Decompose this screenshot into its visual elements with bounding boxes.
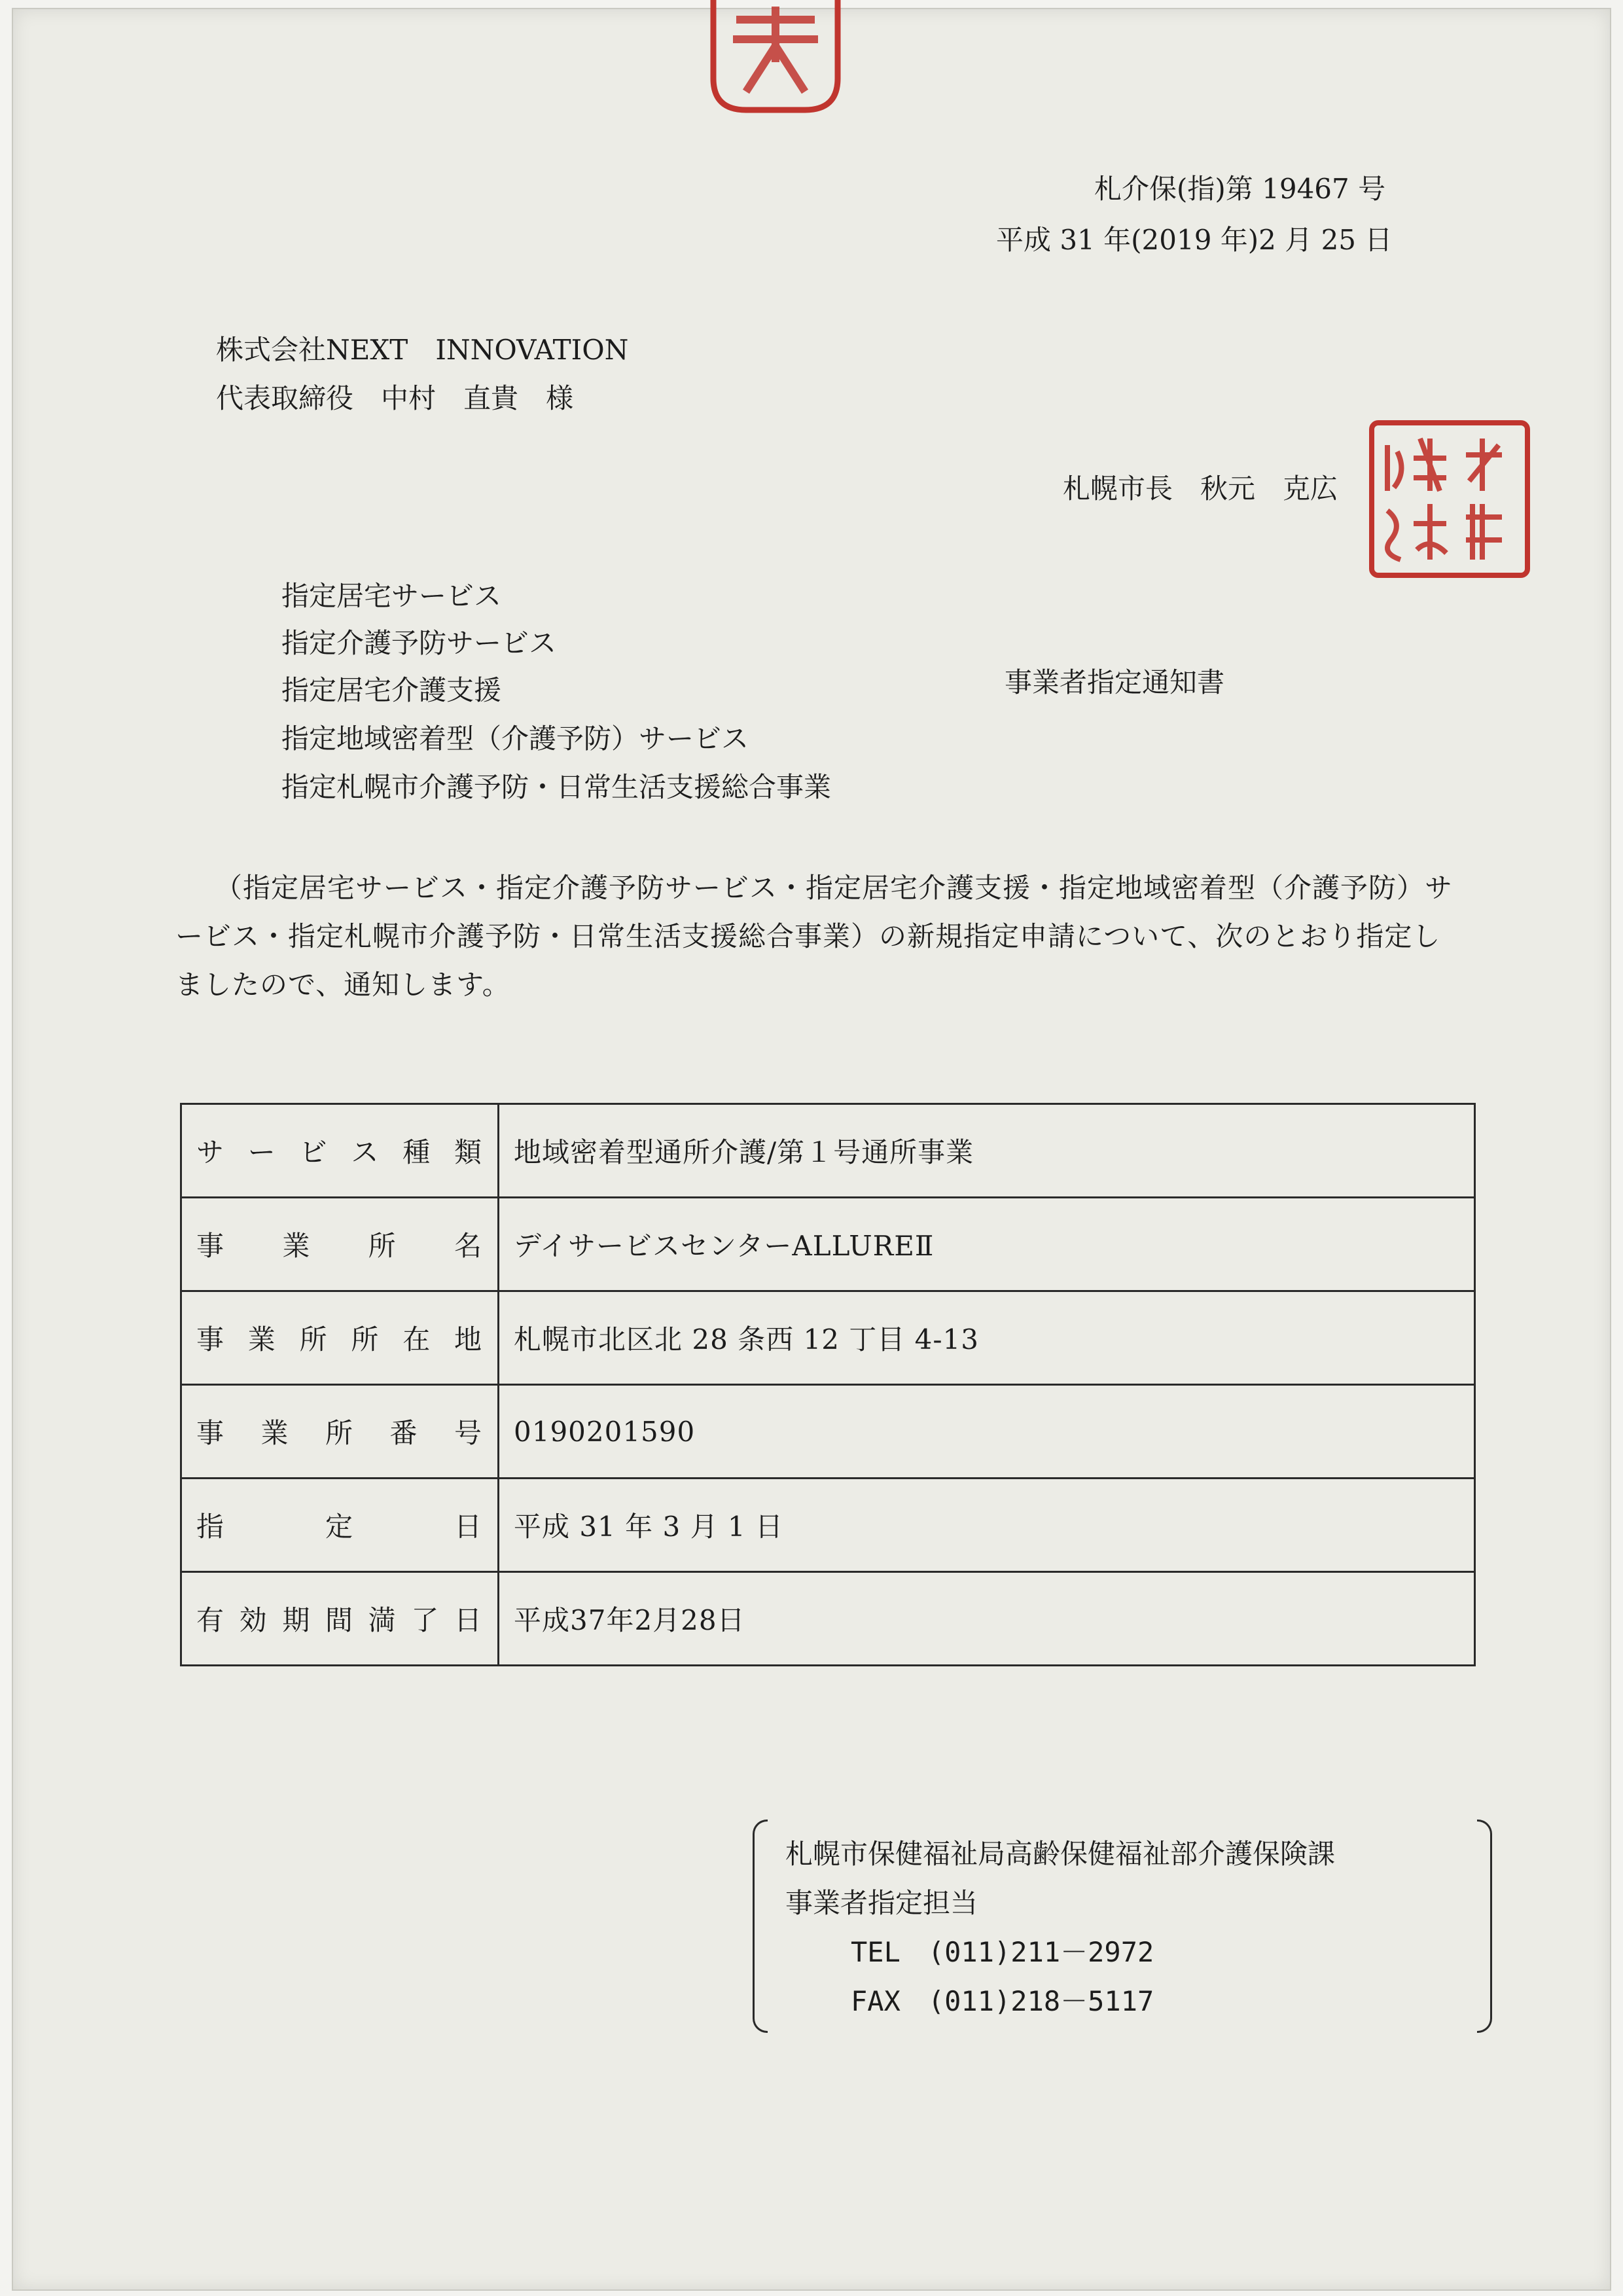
contact-department: 札幌市保健福祉局高齢保健福祉部介護保険課 <box>785 1838 1336 1870</box>
notice-title: 事業者指定通知書 <box>1005 666 1225 698</box>
service-item: 指定札幌市介護予防・日常生活支援総合事業 <box>281 771 832 803</box>
document-number: 札介保(指)第 19467 号 <box>1094 173 1386 205</box>
row-value: 平成37年2月28日 <box>499 1572 1475 1666</box>
bracket-left <box>753 1820 768 2033</box>
mayor-seal-stamp <box>1368 419 1531 579</box>
row-value: 札幌市北区北 28 条西 12 丁目 4-13 <box>499 1291 1475 1385</box>
table-row <box>181 1479 1475 1572</box>
designation-table <box>180 1103 1476 1666</box>
sender-name: 札幌市長 秋元 克広 <box>1063 473 1338 505</box>
issue-date: 平成 31 年(2019 年)2 月 25 日 <box>996 224 1393 256</box>
table-row <box>181 1198 1475 1291</box>
contact-section: 事業者指定担当 <box>785 1887 978 1919</box>
row-label: 指定日 <box>181 1479 499 1572</box>
top-seal-stamp <box>707 0 844 115</box>
row-label: 事業所所在地 <box>181 1291 499 1385</box>
table-row <box>181 1291 1475 1385</box>
contact-fax: FAX (011)218－5117 <box>851 1985 1154 2017</box>
recipient-representative: 代表取締役 中村 直貴 様 <box>216 382 574 414</box>
contact-tel: TEL (011)211－2972 <box>851 1936 1154 1968</box>
table-row <box>181 1572 1475 1666</box>
row-value: 平成 31 年 3 月 1 日 <box>499 1479 1475 1572</box>
service-item: 指定介護予防サービス <box>281 627 557 659</box>
row-value: 0190201590 <box>499 1385 1475 1479</box>
bracket-right <box>1477 1820 1492 2033</box>
row-label: 事業所名 <box>181 1198 499 1291</box>
service-item: 指定地域密着型（介護予防）サービス <box>281 723 749 755</box>
row-label: 有効期間満了日 <box>181 1572 499 1666</box>
row-label: サービス種類 <box>181 1104 499 1198</box>
service-item: 指定居宅サービス <box>281 580 502 612</box>
contact-box <box>753 1820 1492 2029</box>
row-value: デイサービスセンターALLUREⅡ <box>499 1198 1475 1291</box>
service-item: 指定居宅介護支援 <box>281 674 502 706</box>
recipient-company: 株式会社NEXT INNOVATION <box>216 334 629 366</box>
row-value: 地域密着型通所介護/第１号通所事業 <box>499 1104 1475 1198</box>
row-label: 事業所番号 <box>181 1385 499 1479</box>
body-paragraph: （指定居宅サービス・指定介護予防サービス・指定居宅介護支援・指定地域密着型（介護予防）サービス・指定札幌市介護予防・日常生活支援総合事業）の新規指定申請について、次のとおり指定しましたので、通知します。 <box>175 872 1454 1001</box>
table-row <box>181 1385 1475 1479</box>
table-row <box>181 1104 1475 1198</box>
